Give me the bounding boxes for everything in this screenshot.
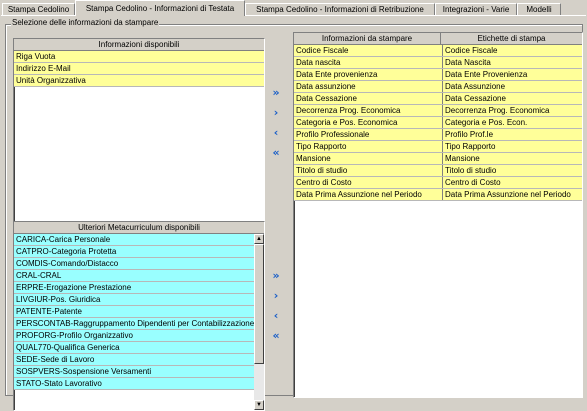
table-row[interactable]	[294, 177, 582, 189]
cell-label[interactable]: Data Prima Assunzione nel Periodo	[445, 190, 571, 199]
cell-info[interactable]: Data Cessazione	[294, 93, 443, 104]
tab-informazioni-retribuzione[interactable]: Stampa Cedolino - Informazioni di Retribuzione	[245, 3, 435, 15]
table-row[interactable]	[294, 81, 582, 93]
tab-modelli[interactable]: Modelli	[517, 3, 561, 15]
cell-label[interactable]: Profilo Prof.le	[445, 130, 494, 139]
cell-label[interactable]: Categoria e Pos. Econ.	[445, 118, 528, 127]
list-item[interactable]: COMDIS-Comando/Distacco	[14, 258, 254, 270]
list-item[interactable]: CARICA-Carica Personale	[14, 234, 254, 246]
cell-info[interactable]: Titolo di studio	[294, 165, 443, 176]
table-row[interactable]	[294, 165, 582, 177]
list-item[interactable]: SEDE-Sede di Lavoro	[14, 354, 254, 366]
list-item[interactable]: SOSPVERS-Sospensione Versamenti	[14, 366, 254, 378]
cell-info[interactable]: Data Ente provenienza	[294, 69, 443, 80]
selected-info-table[interactable]	[293, 32, 583, 398]
selected-info-header	[294, 33, 582, 45]
meta-move-left-button[interactable]: ‹	[273, 309, 279, 322]
column-header-label[interactable]: Etichette di stampa	[477, 34, 546, 43]
scroll-up-button[interactable]: ▲	[254, 234, 264, 244]
list-item[interactable]: QUAL770-Qualifica Generica	[14, 342, 254, 354]
move-right-button[interactable]: ›	[273, 106, 279, 119]
list-item[interactable]: LIVGIUR-Pos. Giuridica	[14, 294, 254, 306]
list-item[interactable]: PATENTE-Patente	[14, 306, 254, 318]
table-row[interactable]	[294, 105, 582, 117]
tab-stampa-cedolino[interactable]: Stampa Cedolino	[2, 3, 75, 15]
move-all-right-button[interactable]: »	[272, 86, 280, 99]
list-item[interactable]: STATO-Stato Lavorativo	[14, 378, 254, 390]
table-row[interactable]	[294, 69, 582, 81]
list-item[interactable]: Unità Organizzativa	[14, 75, 264, 87]
tab-informazioni-testata[interactable]: Stampa Cedolino - Informazioni di Testata	[75, 0, 245, 16]
cell-label[interactable]: Data Assunzione	[445, 82, 506, 91]
list-item[interactable]: PERSCONTAB-Raggruppamento Dipendenti per Contabilizzazione	[16, 319, 254, 328]
table-row[interactable]	[294, 189, 582, 201]
table-row[interactable]	[294, 57, 582, 69]
column-header-info[interactable]: Informazioni da stampare	[294, 33, 441, 44]
metacurriculum-scrollbar[interactable]	[254, 234, 264, 410]
cell-info[interactable]: Mansione	[294, 153, 443, 164]
cell-info[interactable]: Tipo Rapporto	[294, 141, 443, 152]
table-row[interactable]	[294, 93, 582, 105]
cell-info[interactable]: Data nascita	[294, 57, 443, 68]
available-info-header: Informazioni disponibili	[14, 39, 264, 51]
meta-move-right-button[interactable]: ›	[273, 289, 279, 302]
available-info-list[interactable]	[13, 38, 265, 226]
cell-label[interactable]: Data Ente Provenienza	[445, 70, 528, 79]
cell-label[interactable]: Codice Fiscale	[445, 46, 498, 55]
cell-info[interactable]: Data assunzione	[294, 81, 443, 92]
table-row[interactable]	[294, 117, 582, 129]
meta-move-all-left-button[interactable]: «	[272, 329, 280, 342]
cell-info[interactable]: Data Prima Assunzione nel Periodo	[294, 189, 443, 200]
table-row[interactable]	[294, 153, 582, 165]
tab-bar	[0, 0, 587, 16]
list-item[interactable]: ERPRE-Erogazione Prestazione	[14, 282, 254, 294]
cell-label[interactable]: Data Nascita	[445, 58, 491, 67]
cell-label[interactable]: Data Cessazione	[445, 94, 506, 103]
metacurriculum-header: Ulteriori Metacurriculum disponibili	[14, 222, 264, 234]
cell-label[interactable]: Tipo Rapporto	[445, 142, 496, 151]
tab-integrazioni-varie[interactable]: Integrazioni - Varie	[435, 3, 517, 15]
cell-info[interactable]: Decorrenza Prog. Economica	[294, 105, 443, 116]
list-item[interactable]: CRAL-CRAL	[14, 270, 254, 282]
list-item[interactable]: PROFORG-Profilo Organizzativo	[14, 330, 254, 342]
scroll-down-button[interactable]: ▼	[254, 400, 264, 410]
move-left-button[interactable]: ‹	[273, 126, 279, 139]
move-all-left-button[interactable]: «	[272, 146, 280, 159]
scroll-thumb[interactable]	[254, 244, 264, 364]
section-title: Selezione delle informazioni da stampare	[12, 18, 159, 27]
cell-label[interactable]: Decorrenza Prog. Economica	[445, 106, 550, 115]
meta-move-all-right-button[interactable]: »	[272, 269, 280, 282]
cell-info[interactable]: Profilo Professionale	[294, 129, 443, 140]
metacurriculum-list[interactable]	[13, 221, 265, 411]
cell-label[interactable]: Titolo di studio	[445, 166, 497, 175]
cell-label[interactable]: Centro di Costo	[445, 178, 501, 187]
table-row[interactable]	[294, 45, 582, 57]
table-row[interactable]	[294, 129, 582, 141]
cell-label[interactable]: Mansione	[445, 154, 480, 163]
table-row[interactable]	[294, 141, 582, 153]
cell-info[interactable]: Centro di Costo	[294, 177, 443, 188]
cell-info[interactable]: Codice Fiscale	[294, 45, 443, 56]
cell-info[interactable]: Categoria e Pos. Economica	[294, 117, 443, 128]
list-item[interactable]: CATPRO-Categoria Protetta	[14, 246, 254, 258]
list-item[interactable]: Riga Vuota	[14, 51, 264, 63]
list-item[interactable]: Indirizzo E-Mail	[14, 63, 264, 75]
tab-content	[1, 15, 586, 408]
